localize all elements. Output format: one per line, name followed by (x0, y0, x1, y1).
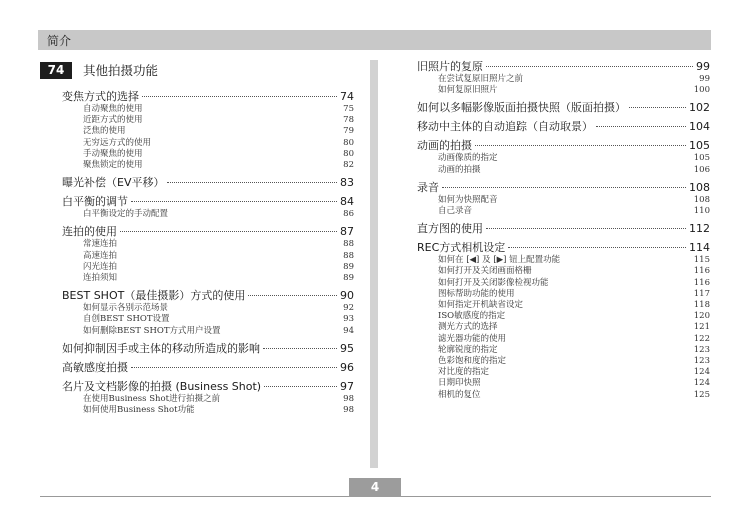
toc-sub-entry-title: 连拍须知 (83, 273, 118, 284)
toc-entry-page: 102 (689, 101, 710, 115)
toc-entry-page: 87 (340, 225, 354, 239)
toc-sub-entry-page: 89 (343, 273, 354, 284)
toc-sub-entry-page: 123 (693, 356, 710, 367)
toc-sub-entry-title: 闪光连拍 (83, 261, 118, 272)
toc-sub-entry-page: 98 (343, 393, 354, 404)
toc-main-entry[interactable] (417, 119, 710, 134)
toc-sub-entry-title: 日期印快照 (438, 378, 481, 389)
toc-sub-entry[interactable] (417, 266, 710, 277)
toc-entry-page: 114 (689, 241, 710, 255)
toc-sub-entry[interactable] (417, 334, 710, 345)
toc-sub-entry-title: 无穷远方式的使用 (83, 137, 152, 148)
header-title: 简介 (47, 34, 72, 48)
toc-sub-entry[interactable] (62, 303, 354, 314)
dot-leader (264, 386, 337, 387)
toc-sub-entry-title: 泛焦的使用 (83, 126, 126, 137)
toc-sub-entry-title: 如何复原旧照片 (438, 85, 498, 96)
toc-sub-entry-page: 122 (693, 333, 710, 344)
toc-sub-entry[interactable] (417, 153, 710, 164)
toc-entry-page: 83 (340, 176, 354, 190)
toc-sub-entry-title: 白平衡设定的手动配置 (83, 209, 169, 220)
toc-sub-entry-page: 123 (693, 344, 710, 355)
dot-leader (442, 187, 686, 188)
toc-sub-entry-page: 116 (693, 277, 710, 288)
toc-sub-entry-page: 124 (693, 367, 710, 378)
toc-sub-entry-title: 相机的复位 (438, 389, 481, 400)
toc-main-entry[interactable] (62, 341, 354, 356)
toc-sub-entry-page: 120 (693, 311, 710, 322)
toc-sub-entry[interactable] (417, 165, 710, 176)
toc-sub-entry[interactable] (417, 289, 710, 300)
toc-right-column (417, 59, 710, 401)
toc-entry (62, 175, 354, 190)
toc-sub-entry-page: 89 (343, 261, 354, 272)
toc-sub-entry-title: 近距方式的使用 (83, 115, 143, 126)
toc-entry (62, 224, 354, 284)
toc-entry-title: 白平衡的调节 (62, 195, 128, 209)
toc-sub-entry-title: 如何打开及关闭影像检视功能 (438, 277, 549, 288)
toc-entry (417, 221, 710, 236)
toc-sub-entry-page: 75 (343, 104, 354, 114)
toc-main-entry[interactable] (417, 100, 710, 115)
header-bar (38, 30, 711, 50)
toc-sub-entry[interactable] (62, 251, 354, 262)
toc-sub-entry-page: 80 (343, 137, 354, 148)
dot-leader (475, 145, 686, 146)
section-number-badge: 74 (40, 62, 72, 79)
toc-sub-entry[interactable] (417, 278, 710, 289)
toc-sub-entry-page: 82 (343, 160, 354, 171)
toc-sub-entry-page: 93 (343, 314, 354, 325)
section-title: 其他拍摄功能 (83, 63, 159, 78)
toc-sub-entry-title: 测光方式的选择 (438, 322, 498, 333)
toc-sub-entry-page: 125 (693, 389, 710, 400)
toc-sub-entry[interactable] (417, 367, 710, 378)
toc-sub-entry[interactable] (62, 126, 354, 137)
toc-sub-entry-page: 105 (693, 153, 710, 164)
toc-sub-entry[interactable] (417, 345, 710, 356)
toc-sub-entry-title: 在使用Business Shot进行拍摄之前 (83, 393, 221, 404)
toc-sub-entry[interactable] (62, 394, 354, 405)
toc-entry (417, 240, 710, 401)
toc-entry-page: 74 (340, 90, 354, 103)
toc-sub-entry[interactable] (62, 149, 354, 160)
dot-leader (263, 348, 337, 349)
toc-sub-entry-page: 88 (343, 239, 354, 250)
toc-sub-entry-title: 自动聚焦的使用 (83, 104, 143, 114)
toc-sub-entry-title: 如何显示各别示范场景 (83, 303, 169, 314)
toc-sub-entry-title: 如何删除BEST SHOT方式用户设置 (83, 325, 221, 336)
toc-sub-entry-page: 98 (343, 405, 354, 416)
toc-main-entry[interactable] (62, 89, 354, 104)
toc-sub-entry[interactable] (417, 206, 710, 217)
toc-entry-title: 录音 (417, 180, 439, 194)
toc-sub-entry[interactable] (62, 138, 354, 149)
toc-main-entry[interactable] (62, 224, 354, 239)
toc-entry-page: 95 (340, 341, 354, 355)
dot-leader (248, 295, 337, 296)
toc-main-entry[interactable] (62, 360, 354, 375)
toc-sub-entry-page: 121 (693, 322, 710, 333)
toc-entry-title: 名片及文档影像的拍摄 (Business Shot) (62, 379, 262, 393)
toc-sub-entry-title: 聚焦锁定的使用 (83, 160, 143, 171)
dot-leader (142, 96, 337, 97)
toc-entry-title: BEST SHOT（最佳摄影）方式的使用 (62, 289, 246, 303)
toc-entry (417, 180, 710, 217)
toc-entry-page: 105 (689, 139, 710, 153)
dot-leader (596, 126, 686, 127)
toc-sub-entry-title: 高速连拍 (83, 250, 118, 261)
toc-entry-page: 84 (340, 195, 354, 209)
toc-main-entry[interactable] (62, 379, 354, 394)
dot-leader (508, 247, 686, 248)
toc-sub-entry[interactable] (62, 262, 354, 273)
toc-entry (62, 288, 354, 337)
dot-leader (486, 228, 686, 229)
toc-entry (62, 341, 354, 356)
toc-entry-title: 旧照片的复原 (417, 60, 483, 73)
toc-entry (62, 360, 354, 375)
toc-sub-entry[interactable] (417, 255, 710, 266)
dot-leader (629, 107, 686, 108)
toc-sub-entry-title: ISO敏感度的指定 (438, 311, 506, 322)
toc-main-entry[interactable] (417, 138, 710, 153)
toc-main-entry[interactable] (62, 194, 354, 209)
dot-leader (120, 231, 337, 232)
toc-sub-entry[interactable] (417, 356, 710, 367)
toc-sub-entry-page: 115 (693, 255, 710, 266)
toc-sub-entry-title: 轮廓锐度的指定 (438, 344, 498, 355)
toc-sub-entry[interactable] (62, 326, 354, 337)
toc-entry-page: 104 (689, 120, 710, 134)
toc-sub-entry[interactable] (417, 311, 710, 322)
dot-leader (486, 66, 693, 67)
toc-main-entry[interactable] (417, 240, 710, 255)
toc-entry-title: 曝光补偿（EV平移） (62, 176, 165, 190)
toc-sub-entry[interactable] (62, 104, 354, 115)
toc-entry-title: 连拍的使用 (62, 225, 117, 239)
toc-entry (417, 59, 710, 96)
toc-sub-entry-page: 94 (343, 325, 354, 336)
toc-entry (62, 194, 354, 220)
toc-sub-entry-title: 自创BEST SHOT设置 (83, 314, 170, 325)
toc-sub-entry-page: 110 (693, 206, 710, 217)
toc-sub-entry[interactable] (62, 314, 354, 325)
toc-sub-entry-title: 如何指定开机缺省设定 (438, 300, 524, 311)
toc-entry-page: 90 (340, 289, 354, 303)
toc-sub-entry[interactable] (62, 160, 354, 171)
toc-sub-entry[interactable] (62, 209, 354, 220)
toc-sub-entry[interactable] (417, 390, 710, 401)
toc-entry (417, 100, 710, 115)
toc-entry (417, 138, 710, 175)
toc-entry-title: 变焦方式的选择 (62, 90, 139, 103)
toc-entry-title: 如何抑制因手或主体的移动所造成的影响 (62, 341, 260, 355)
toc-sub-entry-page: 116 (693, 266, 710, 277)
toc-main-entry[interactable] (417, 180, 710, 195)
page-number-badge: 4 (349, 478, 401, 497)
toc-sub-entry-page: 88 (343, 250, 354, 261)
toc-entry (62, 379, 354, 416)
toc-entry-page: 99 (696, 60, 710, 73)
toc-sub-entry-title: 如何打开及关闭画面格栅 (438, 266, 532, 277)
toc-sub-entry-title: 自己录音 (438, 206, 473, 217)
toc-sub-entry[interactable] (417, 85, 710, 96)
toc-sub-entry-title: 色彩饱和度的指定 (438, 356, 507, 367)
toc-main-entry[interactable] (417, 59, 710, 74)
toc-sub-entry[interactable] (62, 405, 354, 416)
toc-entry-title: 如何以多幅影像版面拍摄快照（版面拍摄） (417, 101, 626, 115)
toc-sub-entry-title: 如何在 [◀] 及 [▶] 钮上配置功能 (438, 255, 561, 266)
toc-sub-entry[interactable] (417, 300, 710, 311)
toc-entry-page: 112 (689, 222, 710, 236)
toc-entry-page: 108 (689, 180, 710, 194)
toc-sub-entry[interactable] (62, 273, 354, 284)
toc-sub-entry-page: 80 (343, 148, 354, 159)
toc-sub-entry-title: 动画的拍摄 (438, 164, 481, 175)
toc-sub-entry-title: 常速连拍 (83, 239, 118, 250)
toc-main-entry[interactable] (62, 175, 354, 190)
toc-sub-entry[interactable] (62, 239, 354, 250)
toc-sub-entry[interactable] (417, 322, 710, 333)
toc-entry-title: 高敏感度拍摄 (62, 360, 128, 374)
toc-sub-entry-page: 106 (693, 164, 710, 175)
toc-sub-entry-page: 79 (343, 126, 354, 137)
toc-sub-entry-title: 如何为快照配音 (438, 194, 498, 205)
toc-entry-title: 直方图的使用 (417, 222, 483, 236)
toc-sub-entry[interactable] (62, 115, 354, 126)
toc-entry (62, 89, 354, 171)
toc-sub-entry-title: 图标帮助功能的使用 (438, 288, 515, 299)
toc-sub-entry[interactable] (417, 378, 710, 389)
toc-sub-entry[interactable] (417, 195, 710, 206)
dot-leader (131, 201, 337, 202)
toc-sub-entry-title: 如何使用Business Shot功能 (83, 405, 195, 416)
toc-sub-entry-title: 手动聚焦的使用 (83, 148, 143, 159)
toc-sub-entry-page: 78 (343, 115, 354, 126)
toc-entry-title: 动画的拍摄 (417, 139, 472, 153)
toc-sub-entry-title: 对比度的指定 (438, 367, 490, 378)
toc-entry-page: 97 (340, 379, 354, 393)
toc-sub-entry-page: 108 (693, 194, 710, 205)
dot-leader (167, 182, 337, 183)
toc-sub-entry-page: 117 (693, 288, 710, 299)
toc-main-entry[interactable] (417, 221, 710, 236)
column-divider (370, 60, 378, 468)
toc-main-entry[interactable] (62, 288, 354, 303)
toc-sub-entry-page: 99 (699, 74, 710, 84)
dot-leader (131, 367, 337, 368)
toc-entry-page: 96 (340, 360, 354, 374)
toc-entry-title: 移动中主体的自动追踪（自动取景） (417, 120, 593, 134)
toc-sub-entry[interactable] (417, 74, 710, 85)
toc-sub-entry-page: 124 (693, 378, 710, 389)
toc-sub-entry-page: 86 (343, 209, 354, 220)
toc-sub-entry-title: 动画像质的指定 (438, 153, 498, 164)
toc-sub-entry-title: 滤光器功能的使用 (438, 333, 507, 344)
toc-entry-title: REC方式相机设定 (417, 241, 506, 255)
toc-sub-entry-page: 100 (693, 85, 710, 96)
toc-sub-entry-title: 在尝试复原旧照片之前 (438, 74, 524, 84)
toc-sub-entry-page: 118 (693, 300, 710, 311)
toc-sub-entry-page: 92 (343, 303, 354, 314)
toc-left-column (62, 89, 354, 416)
toc-entry (417, 119, 710, 134)
